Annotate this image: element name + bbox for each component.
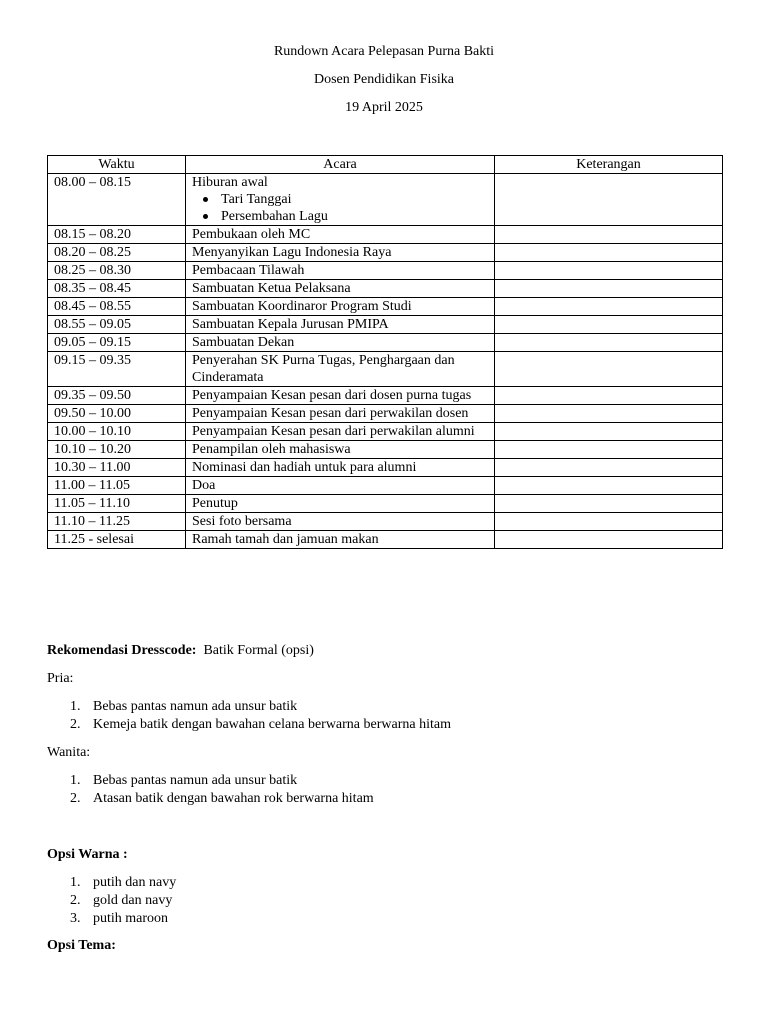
note-cell	[495, 352, 723, 387]
list-item: 1. Bebas pantas namun ada unsur batik	[70, 773, 298, 788]
note-cell	[495, 513, 723, 531]
time-cell: 08.15 – 08.20	[48, 226, 186, 244]
list-item: 3. putih maroon	[70, 911, 169, 926]
event-text: Sambuatan Dekan	[192, 335, 295, 350]
time-cell: 08.00 – 08.15	[48, 174, 186, 226]
note-cell	[495, 531, 723, 549]
table-row	[48, 405, 723, 423]
note-cell	[495, 244, 723, 262]
time-cell: 08.20 – 08.25	[48, 244, 186, 262]
time-cell: 11.00 – 11.05	[48, 477, 186, 495]
note-cell	[495, 477, 723, 495]
document-title: Rundown Acara Pelepasan Purna Bakti	[273, 44, 495, 59]
wanita-label: Wanita:	[47, 745, 91, 760]
note-cell	[495, 459, 723, 477]
table-row	[48, 423, 723, 441]
event-text: Penyerahan SK Purna Tugas, Penghargaan dan Cinderamata	[192, 353, 455, 385]
event-cell	[186, 244, 495, 262]
opsi-tema-label: Opsi Tema:	[47, 938, 116, 953]
event-sub-list	[192, 191, 488, 225]
event-cell	[186, 334, 495, 352]
dresscode-label: Rekomendasi Dresscode:	[47, 643, 197, 658]
table-row	[48, 244, 723, 262]
table-row	[48, 513, 723, 531]
event-cell	[186, 280, 495, 298]
note-cell	[495, 334, 723, 352]
event-text: Penyampaian Kesan pesan dari perwakilan alumni	[192, 424, 475, 439]
note-cell	[495, 405, 723, 423]
list-item: 2. Atasan batik dengan bawahan rok berwarna hitam	[70, 791, 374, 806]
note-cell	[495, 495, 723, 513]
event-cell	[186, 513, 495, 531]
event-text: Sambuatan Koordinaror Program Studi	[192, 299, 412, 314]
time-cell: 11.05 – 11.10	[48, 495, 186, 513]
rundown-table	[47, 155, 723, 549]
note-cell	[495, 262, 723, 280]
note-cell	[495, 423, 723, 441]
note-cell	[495, 280, 723, 298]
event-text: Hiburan awal	[192, 175, 268, 190]
time-cell: 10.00 – 10.10	[48, 423, 186, 441]
list-item: 2. Kemeja batik dengan bawahan celana berwarna berwarna hitam	[70, 717, 451, 732]
event-text: Penyampaian Kesan pesan dari dosen purna tugas	[192, 388, 472, 403]
time-cell: 08.45 – 08.55	[48, 298, 186, 316]
column-header-acara: Acara	[186, 156, 495, 174]
note-cell	[495, 298, 723, 316]
event-cell	[186, 174, 495, 226]
table-row	[48, 316, 723, 334]
event-cell	[186, 262, 495, 280]
table-row	[48, 495, 723, 513]
event-cell	[186, 316, 495, 334]
pria-list	[47, 698, 451, 734]
event-cell	[186, 459, 495, 477]
list-item: 1. putih dan navy	[70, 875, 177, 890]
column-header-keterangan: Keterangan	[495, 156, 723, 174]
note-cell	[495, 316, 723, 334]
event-cell	[186, 477, 495, 495]
list-item: Persembahan Lagu	[192, 208, 488, 225]
note-cell	[495, 226, 723, 244]
event-cell	[186, 495, 495, 513]
table-row	[48, 280, 723, 298]
event-cell	[186, 352, 495, 387]
list-item: Tari Tanggai	[192, 191, 488, 208]
opsi-warna-label: Opsi Warna :	[47, 847, 128, 862]
event-text: Penampilan oleh mahasiswa	[192, 442, 351, 457]
time-cell: 11.25 - selesai	[48, 531, 186, 549]
warna-list	[47, 874, 176, 928]
time-cell: 09.15 – 09.35	[48, 352, 186, 387]
dresscode-line	[47, 643, 314, 659]
event-cell	[186, 226, 495, 244]
time-cell: 11.10 – 11.25	[48, 513, 186, 531]
time-cell: 09.05 – 09.15	[48, 334, 186, 352]
event-text: Nominasi dan hadiah untuk para alumni	[192, 460, 417, 475]
event-cell	[186, 423, 495, 441]
event-text: Doa	[192, 478, 216, 493]
table-row	[48, 262, 723, 280]
event-text: Sesi foto bersama	[192, 514, 292, 529]
time-cell: 08.25 – 08.30	[48, 262, 186, 280]
time-cell: 09.35 – 09.50	[48, 387, 186, 405]
event-text: Pembukaan oleh MC	[192, 227, 311, 242]
table-row	[48, 477, 723, 495]
time-cell: 08.35 – 08.45	[48, 280, 186, 298]
wanita-list	[47, 772, 374, 808]
time-cell: 10.30 – 11.00	[48, 459, 186, 477]
document-subtitle: Dosen Pendidikan Fisika	[314, 72, 454, 87]
table-header-row	[48, 156, 723, 174]
table-row	[48, 174, 723, 226]
event-text: Penutup	[192, 496, 238, 511]
table-row	[48, 298, 723, 316]
event-text: Penyampaian Kesan pesan dari perwakilan dosen	[192, 406, 469, 421]
time-cell: 10.10 – 10.20	[48, 441, 186, 459]
event-text: Menyanyikan Lagu Indonesia Raya	[192, 245, 392, 260]
note-cell	[495, 387, 723, 405]
event-cell	[186, 441, 495, 459]
table-row	[48, 387, 723, 405]
list-item: 1. Bebas pantas namun ada unsur batik	[70, 699, 298, 714]
table-row	[48, 352, 723, 387]
event-text: Sambuatan Kepala Jurusan PMIPA	[192, 317, 389, 332]
time-cell: 09.50 – 10.00	[48, 405, 186, 423]
event-cell	[186, 405, 495, 423]
event-text: Ramah tamah dan jamuan makan	[192, 532, 379, 547]
pria-label: Pria:	[47, 671, 74, 686]
table-row	[48, 226, 723, 244]
note-cell	[495, 174, 723, 226]
table-row	[48, 531, 723, 549]
event-cell	[186, 298, 495, 316]
column-header-waktu: Waktu	[48, 156, 186, 174]
document-date: 19 April 2025	[345, 100, 423, 115]
table-row	[48, 334, 723, 352]
table-row	[48, 459, 723, 477]
table-row	[48, 441, 723, 459]
event-text: Sambuatan Ketua Pelaksana	[192, 281, 351, 296]
event-cell	[186, 531, 495, 549]
event-text: Pembacaan Tilawah	[192, 263, 305, 278]
event-cell	[186, 387, 495, 405]
time-cell: 08.55 – 09.05	[48, 316, 186, 334]
dresscode-value: Batik Formal (opsi)	[203, 643, 314, 658]
list-item: 2. gold dan navy	[70, 893, 173, 908]
note-cell	[495, 441, 723, 459]
